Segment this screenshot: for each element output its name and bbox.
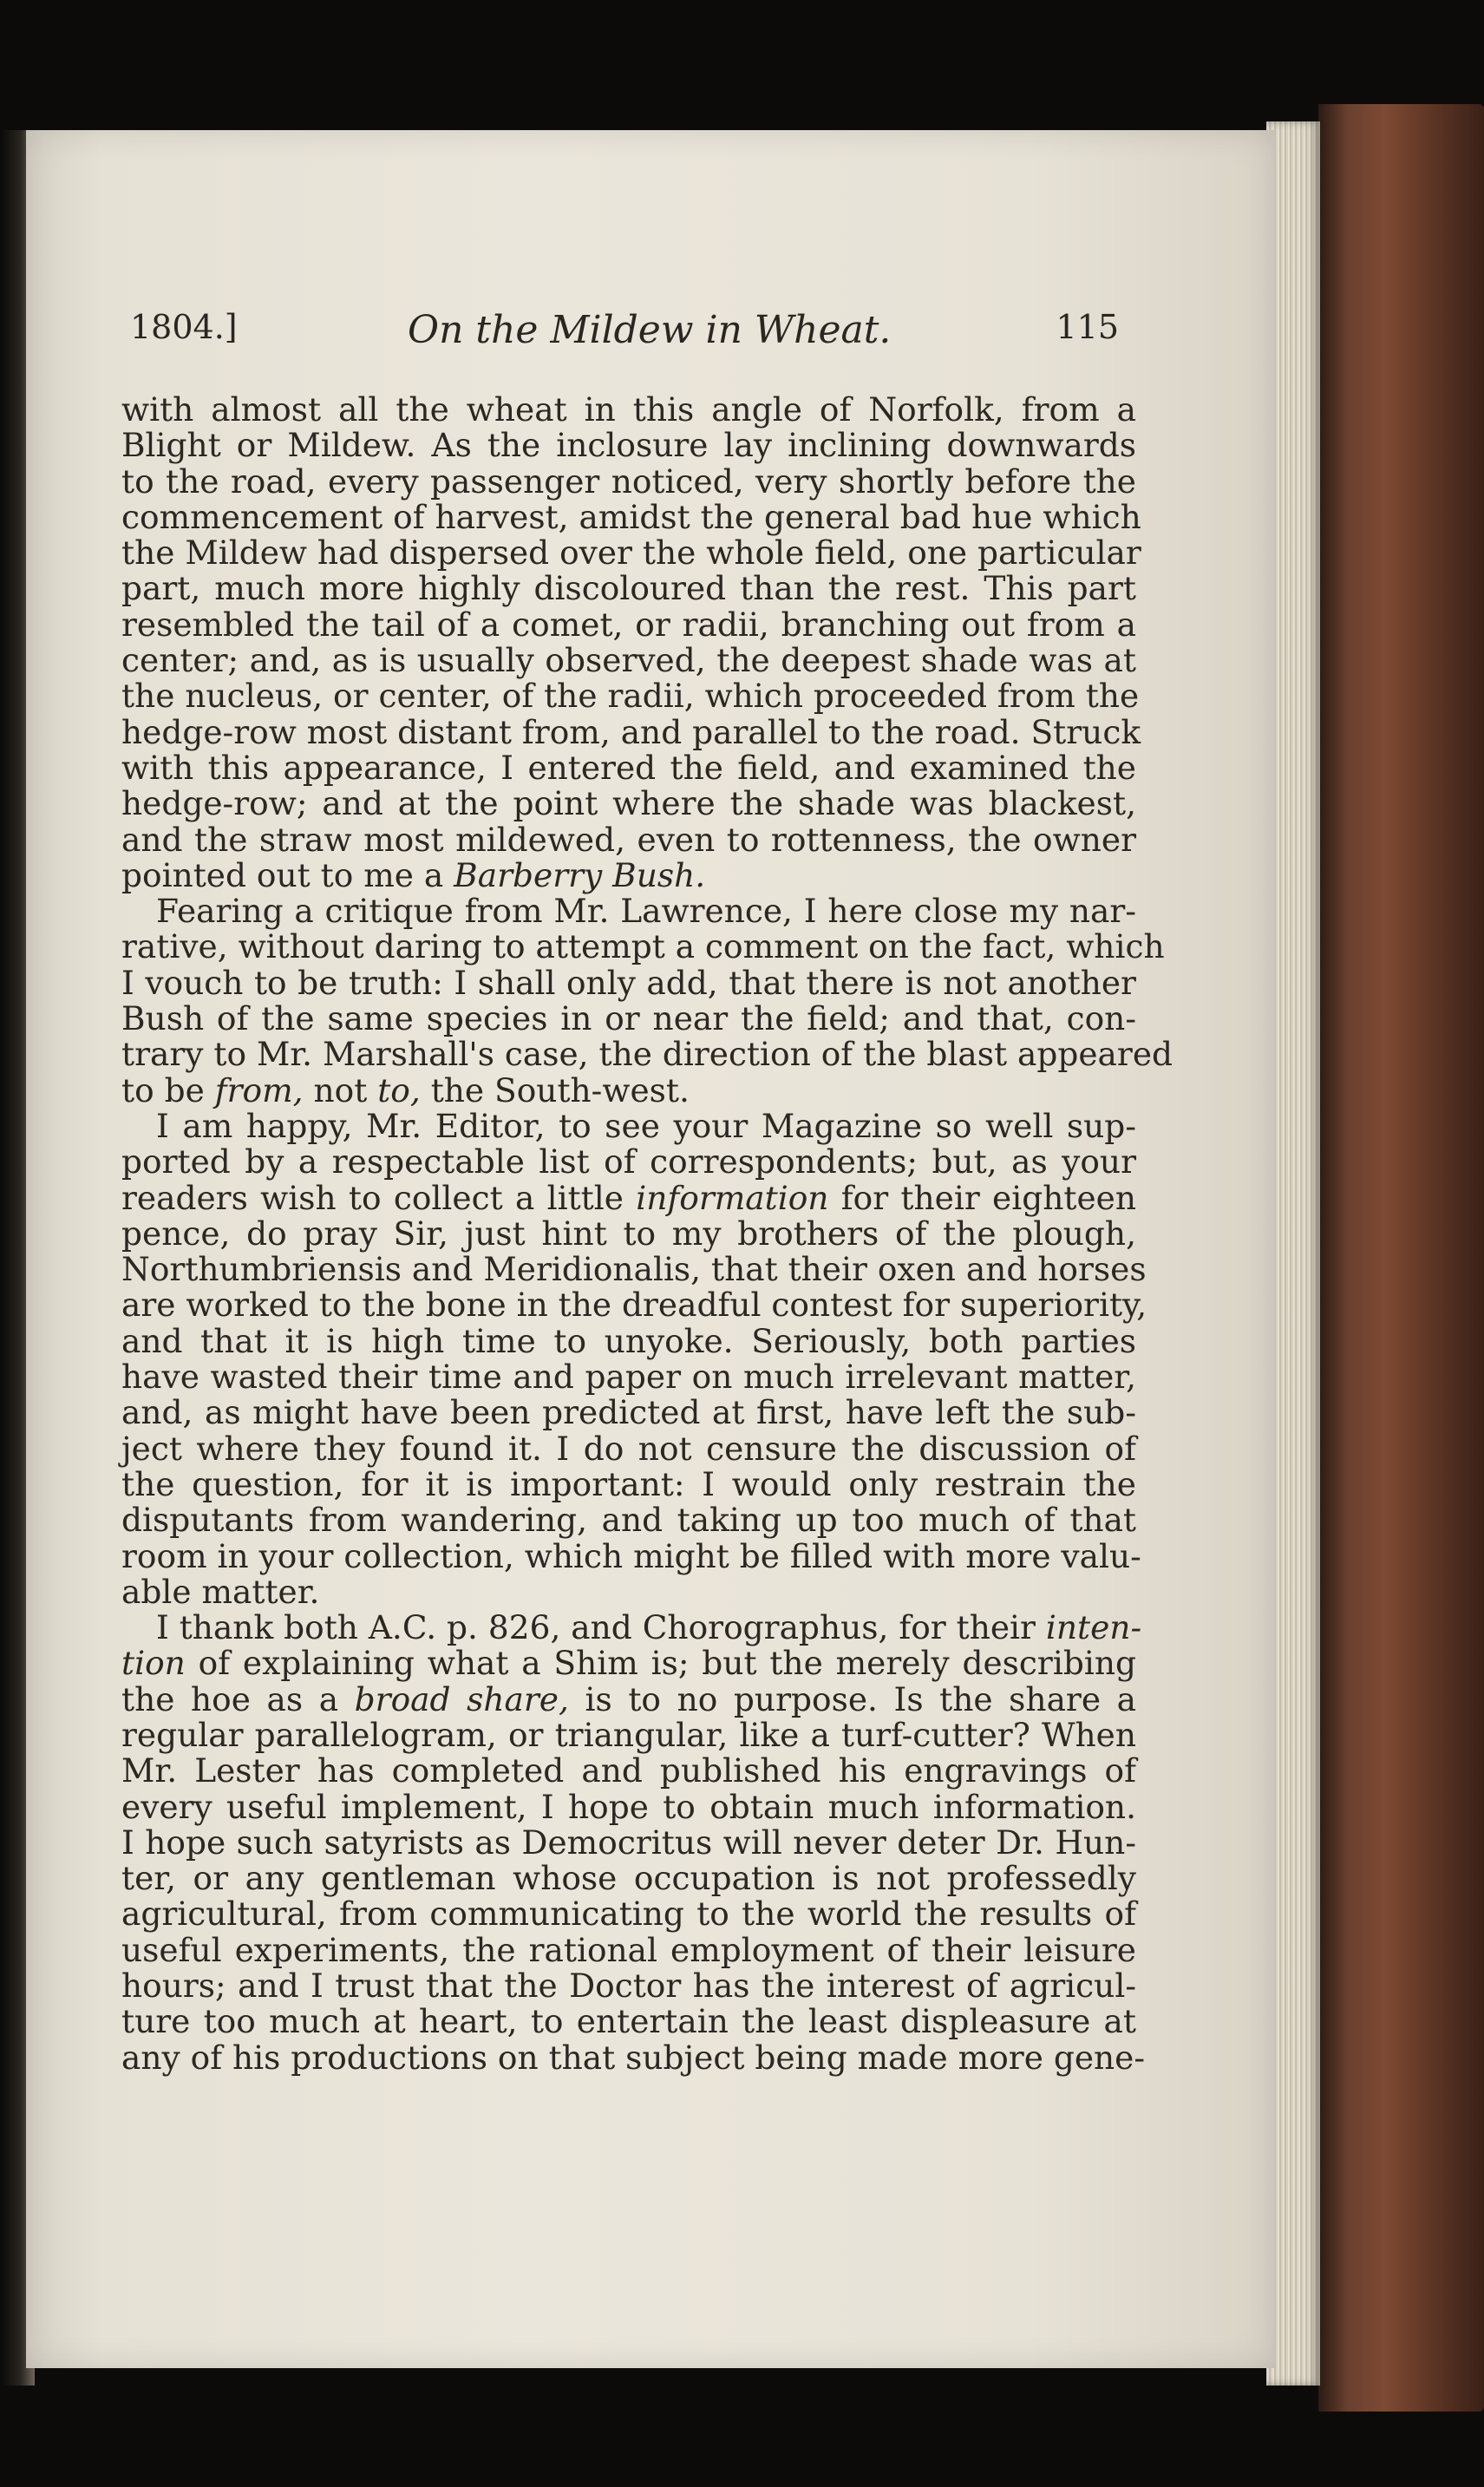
text-line: any of his productions on that subject being made more gene- xyxy=(121,2038,1146,2077)
text-line: hours; and I trust that the Doctor has the interest of agricul- xyxy=(121,1967,1136,2006)
text-segment: of explaining what a Shim is; but the merely describing xyxy=(185,1644,1136,1683)
text-line: part, much more highly discoloured than the rest. This part xyxy=(121,569,1136,608)
text-line: ported by a respectable list of correspondents; but, as your xyxy=(121,1142,1136,1181)
text-line: useful experiments, the rational employment of their leisure xyxy=(121,1930,1136,1969)
italic-text: tion xyxy=(121,1644,186,1683)
italic-text: broad share, xyxy=(354,1679,569,1718)
text-line: every useful implement, I hope to obtain much information. xyxy=(121,1787,1136,1826)
text-line xyxy=(121,1646,1136,1681)
text-line: Fearing a critique from Mr. Lawrence, I here close my nar- xyxy=(156,892,1136,931)
italic-text: Barberry Bush. xyxy=(454,855,706,894)
text-line: I vouch to be truth: I shall only add, that there is not another xyxy=(121,963,1136,1002)
text-line: commencement of harvest, amidst the general bad hue which xyxy=(121,497,1141,536)
book-cover-edge xyxy=(1318,104,1484,2412)
text-line: I am happy, Mr. Editor, to see your Magazine so well sup- xyxy=(156,1106,1136,1145)
text-line: hedge-row most distant from, and parallel to the road. Struck xyxy=(121,712,1141,751)
text-segment: I thank both A.C. p. 826, and Chorographus, for their xyxy=(156,1608,1046,1647)
text-segment: not xyxy=(303,1070,378,1109)
text-line: center; and, as is usually observed, the deepest shade was at xyxy=(121,641,1136,680)
text-line: Bush of the same species in or near the field; and that, con- xyxy=(121,999,1136,1038)
text-line: trary to Mr. Marshall's case, the direction of the blast appeared xyxy=(121,1035,1173,1074)
text-line: have wasted their time and paper on much irrelevant matter, xyxy=(121,1358,1136,1397)
text-line: with almost all the wheat in this angle of Norfolk, from a xyxy=(121,390,1136,429)
text-line xyxy=(121,1679,1136,1718)
text-line: regular parallelogram, or triangular, like a turf-cutter? When xyxy=(121,1715,1136,1754)
text-line: ter, or any gentleman whose occupation is not professedly xyxy=(121,1859,1136,1898)
body-text xyxy=(121,390,1173,2077)
text-line: able matter. xyxy=(121,1572,320,1611)
page-title: On the Mildew in Wheat. xyxy=(408,308,892,352)
text-line xyxy=(121,1178,1136,1217)
text-line: I hope such satyrists as Democritus will never deter Dr. Hun- xyxy=(121,1823,1136,1862)
text-line: Blight or Mildew. As the inclosure lay inclining downwards xyxy=(121,426,1136,465)
text-segment: to be xyxy=(121,1070,215,1109)
italic-text: information xyxy=(636,1178,829,1217)
page-number: 115 xyxy=(1056,308,1119,346)
year-label: 1804.] xyxy=(130,308,238,346)
text-line: Mr. Lester has completed and published his engravings of xyxy=(121,1751,1136,1790)
italic-text: to, xyxy=(377,1070,421,1109)
text-line: disputants from wandering, and taking up too much of that xyxy=(121,1501,1136,1540)
text-segment: the South-west. xyxy=(420,1070,690,1109)
italic-text: inten- xyxy=(1045,1608,1142,1647)
text-line xyxy=(121,1070,1136,1109)
text-segment: for their eighteen xyxy=(828,1178,1136,1217)
text-line: with this appearance, I entered the field, and examined the xyxy=(121,748,1136,787)
text-line: to the road, every passenger noticed, very shortly before the xyxy=(121,461,1136,501)
text-line: the nucleus, or center, of the radii, which proceeded from the xyxy=(121,677,1140,716)
text-segment: readers wish to collect a little xyxy=(121,1178,637,1217)
text-segment: pointed out to me a xyxy=(121,855,454,894)
text-line xyxy=(121,1608,1142,1647)
text-line: resembled the tail of a comet, or radii, branching out from a xyxy=(121,605,1136,644)
text-line: the Mildew had dispersed over the whole field, one particular xyxy=(121,533,1141,573)
text-line: agricultural, from communicating to the world the results of xyxy=(121,1895,1136,1934)
text-line: and the straw most mildewed, even to rottenness, the owner xyxy=(121,820,1136,859)
italic-text: from, xyxy=(214,1070,304,1109)
text-line: room in your collection, which might be filled with more valu- xyxy=(121,1536,1141,1575)
text-line: the question, for it is important: I would only restrain the xyxy=(121,1464,1136,1503)
text-line: Northumbriensis and Meridionalis, that their oxen and horses xyxy=(121,1250,1147,1289)
text-line: rative, without daring to attempt a comment on the fact, which xyxy=(121,927,1165,966)
text-line: are worked to the bone in the dreadful contest for superiority, xyxy=(121,1286,1147,1325)
text-line: and that it is high time to unyoke. Seriously, both parties xyxy=(121,1321,1136,1360)
text-segment: is to no purpose. Is the share a xyxy=(568,1679,1136,1718)
running-head xyxy=(130,308,1119,369)
text-line: pence, do pray Sir, just hint to my brothers of the plough, xyxy=(121,1214,1136,1253)
text-line: ture too much at heart, to entertain the least displeasure at xyxy=(121,2002,1136,2041)
text-line: hedge-row; and at the point where the shade was blackest, xyxy=(121,784,1136,823)
text-line: and, as might have been predicted at first, have left the sub- xyxy=(121,1393,1136,1432)
text-line: ject where they found it. I do not censure the discussion of xyxy=(121,1429,1136,1468)
text-segment: the hoe as a xyxy=(121,1679,355,1718)
text-line xyxy=(121,855,1136,894)
